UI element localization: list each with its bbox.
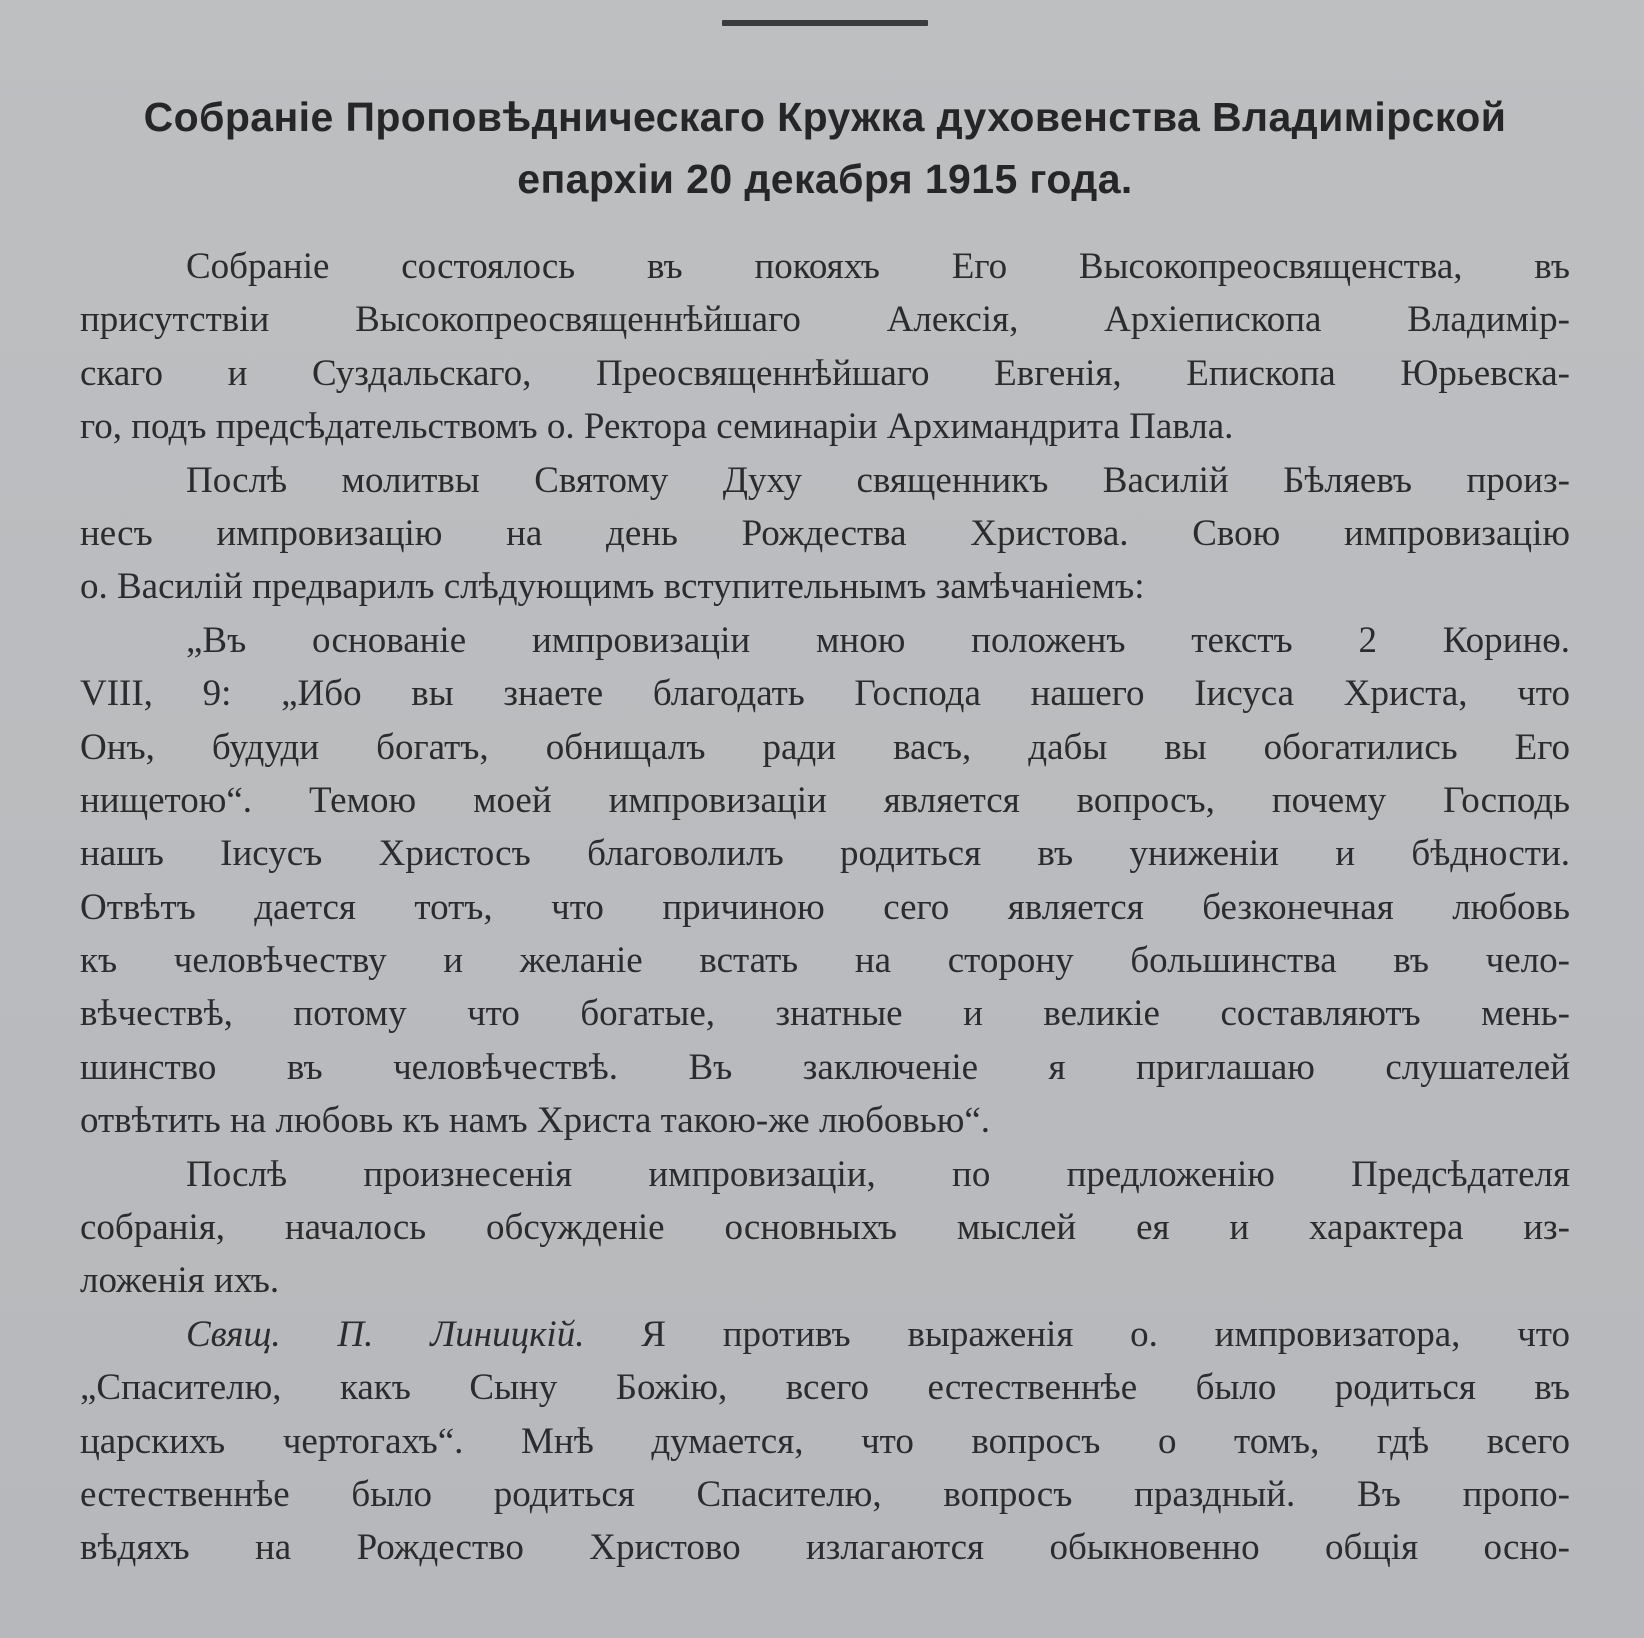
document-body — [80, 240, 1570, 1575]
text-line: го, подъ предсѣдательствомъ о. Ректора семинаріи Архимандрита Павла. — [80, 406, 1234, 448]
text-line: „Спасителю, какъ Сыну Божію, всего естественнѣе было родиться въ — [80, 1367, 1570, 1409]
text-line: отвѣтить на любовь къ намъ Христа такою-же любовью“. — [80, 1100, 991, 1142]
speaker-name: Свящ. П. Линицкій. — [186, 1313, 585, 1355]
paragraph-3 — [80, 614, 1570, 1148]
top-rule — [722, 20, 928, 26]
text-line: естественнѣе было родиться Спасителю, вопросъ праздный. Въ пропо- — [80, 1473, 1570, 1515]
text-line: Послѣ молитвы Святому Духу священникъ Василій Бѣляевъ произ- — [186, 459, 1570, 501]
heading-line-1: Собраніе Проповѣдническаго Кружка духовенства Владимірской — [143, 94, 1507, 140]
text-line: вѣчествѣ, потому что богатые, знатные и великіе составляютъ мень- — [80, 993, 1570, 1035]
text-line: ложенія ихъ. — [80, 1260, 280, 1302]
text-line: „Въ основаніе импровизаціи мною положенъ текстъ 2 Коринѳ. — [186, 619, 1570, 661]
text-line: несъ импровизацію на день Рождества Христова. Свою импровизацію — [80, 512, 1570, 554]
paragraph-2 — [80, 454, 1570, 614]
paragraph-1 — [80, 240, 1570, 454]
text-line: Отвѣтъ дается тотъ, что причиною сего является безконечная любовь — [80, 886, 1570, 928]
text-line: присутствіи Высокопреосвященнѣйшаго Алексія, Архіепископа Владимір- — [80, 299, 1570, 341]
text-line: къ человѣчеству и желаніе встать на сторону большинства въ чело- — [80, 940, 1570, 982]
text-line: VIII, 9: „Ибо вы знаете благодать Господа нашего Іисуса Христа, что — [80, 673, 1570, 715]
text-line: вѣдяхъ на Рождество Христово излагаются обыкновенно общія осно- — [80, 1527, 1570, 1569]
paragraph-4 — [80, 1148, 1570, 1308]
speaker-text: Я противъ выраженія о. импровизатора, что — [584, 1313, 1570, 1355]
text-line: нашъ Іисусъ Христосъ благоволилъ родиться въ униженіи и бѣдности. — [80, 833, 1570, 875]
text-line: собранія, началось обсужденіе основныхъ мыслей ея и характера из- — [80, 1207, 1570, 1249]
text-line: скаго и Суздальскаго, Преосвященнѣйшаго Евгенія, Епископа Юрьевска- — [80, 352, 1570, 394]
text-line: Онъ, будуди богатъ, обнищалъ ради васъ, дабы вы обогатились Его — [80, 726, 1570, 768]
paragraph-5 — [80, 1308, 1570, 1575]
text-line: царскихъ чертогахъ“. Мнѣ думается, что вопросъ о томъ, гдѣ всего — [80, 1420, 1570, 1462]
text-line: о. Василій предварилъ слѣдующимъ вступительнымъ замѣчаніемъ: — [80, 566, 1145, 608]
document-heading — [60, 86, 1590, 210]
heading-line-2: епархіи 20 декабря 1915 года. — [517, 156, 1133, 202]
text-line: шинство въ человѣчествѣ. Въ заключеніе я приглашаю слушателей — [80, 1046, 1570, 1088]
text-line-with-speaker — [80, 1308, 1570, 1361]
text-line: Послѣ произнесенія импровизаціи, по предложенію Предсѣдателя — [186, 1153, 1570, 1195]
text-line: нищетою“. Темою моей импровизаціи является вопросъ, почему Господь — [80, 779, 1570, 821]
text-line: Собраніе состоялось въ покояхъ Его Высокопреосвященства, въ — [186, 246, 1570, 287]
